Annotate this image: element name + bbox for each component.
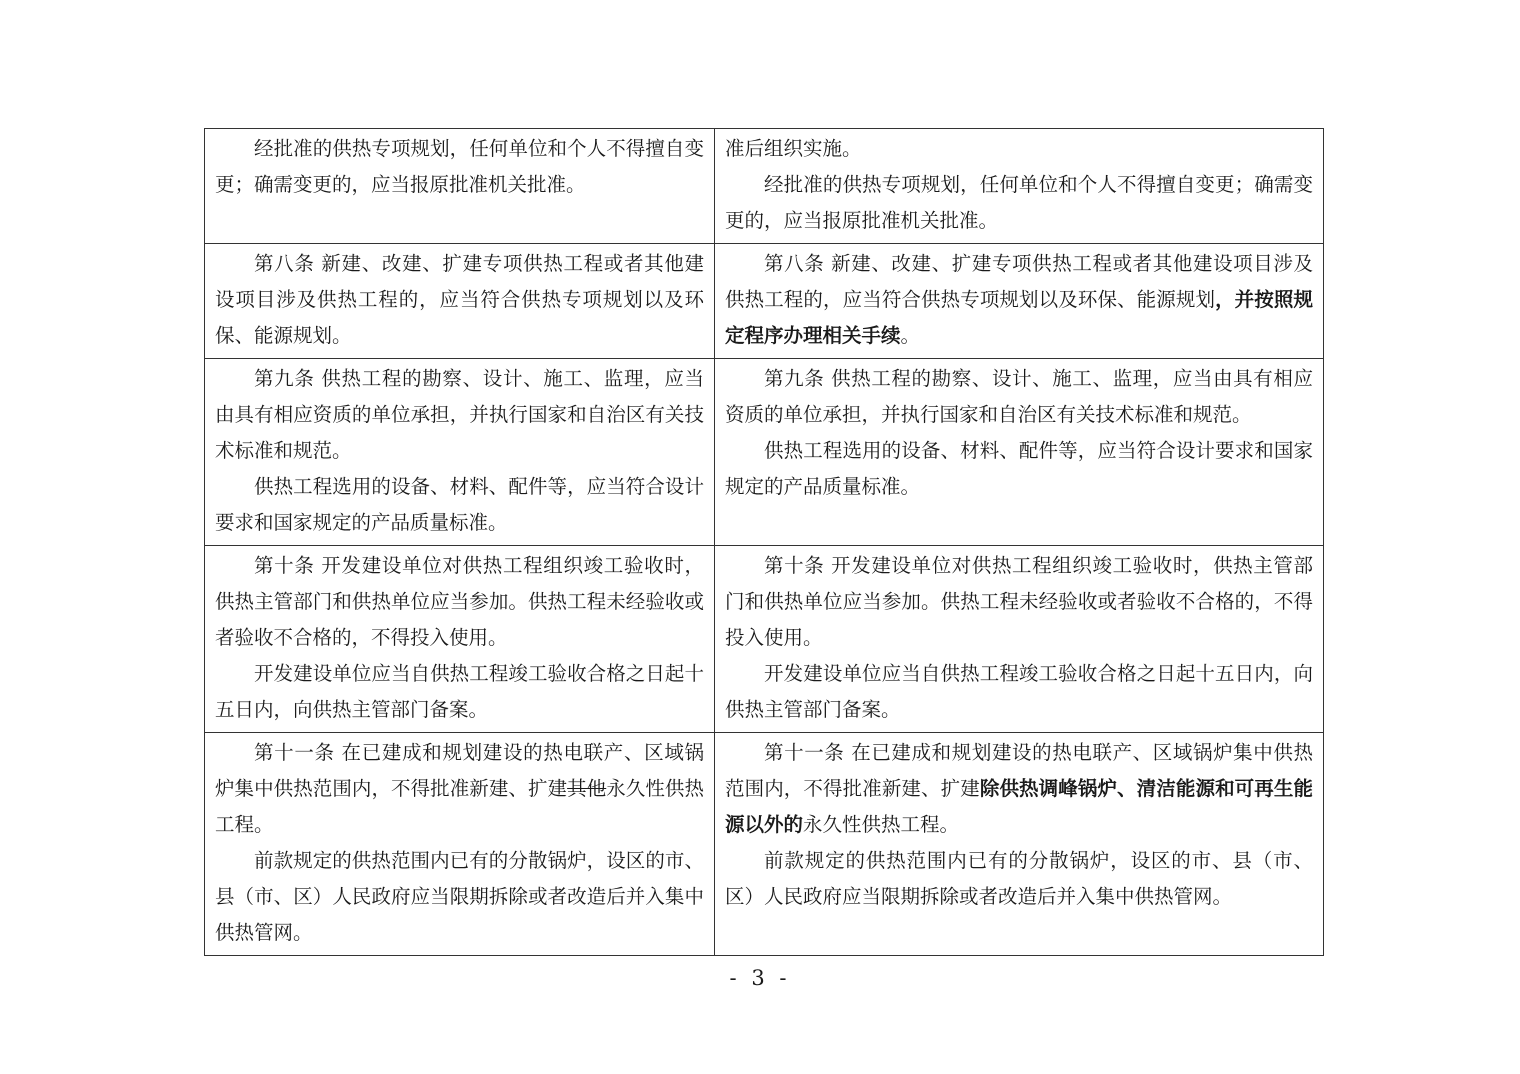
- paragraph: [725, 548, 1313, 656]
- paragraph: [215, 361, 704, 469]
- paragraph: [215, 246, 704, 354]
- text-segment: 第十一条 在已建成和规划建设的热电联产、区域锅炉集中供热范围内，不得批准新建、扩建: [725, 741, 1313, 800]
- text-segment: 第九条 供热工程的勘察、设计、施工、监理，应当由具有相应资质的单位承担，并执行国家和自治区有关技术标准和规范。: [725, 367, 1313, 426]
- paragraph: [725, 433, 1313, 505]
- original-text-cell: [205, 129, 715, 244]
- page-number: - 3 -: [729, 966, 791, 990]
- paragraph: [215, 469, 704, 541]
- paragraph: [725, 167, 1313, 239]
- text-segment: 准后组织实施。: [725, 137, 862, 160]
- revised-text-cell: [715, 359, 1324, 546]
- table-row: [205, 733, 1324, 956]
- text-segment: 第十条 开发建设单位对供热工程组织竣工验收时，供热主管部门和供热单位应当参加。供热工程未经验收或者验收不合格的，不得投入使用。: [725, 554, 1313, 649]
- paragraph: [725, 246, 1313, 354]
- revised-text-cell: [715, 129, 1324, 244]
- comparison-table-body: [205, 129, 1324, 956]
- text-segment: 第八条 新建、改建、扩建专项供热工程或者其他建设项目涉及供热工程的，应当符合供热专项规划以及环保、能源规划: [725, 252, 1313, 311]
- paragraph: [215, 656, 704, 728]
- table-row: [205, 546, 1324, 733]
- text-segment: 经批准的供热专项规划，任何单位和个人不得擅自变更；确需变更的，应当报原批准机关批准。: [725, 173, 1313, 232]
- paragraph: [725, 131, 1313, 167]
- original-text-cell: [205, 546, 715, 733]
- text-segment: 供热工程选用的设备、材料、配件等，应当符合设计要求和国家规定的产品质量标准。: [215, 475, 704, 534]
- table-row: [205, 244, 1324, 359]
- text-segment: 前款规定的供热范围内已有的分散锅炉，设区的市、县（市、区）人民政府应当限期拆除或者改造后并入集中供热管网。: [215, 849, 704, 944]
- paragraph: [725, 361, 1313, 433]
- paragraph: [215, 131, 704, 203]
- revised-text-cell: [715, 733, 1324, 956]
- table-row: [205, 129, 1324, 244]
- revised-text-cell: [715, 244, 1324, 359]
- added-text: 除供热调峰锅炉、清洁能源和可再生能源以外的: [725, 777, 1313, 836]
- paragraph: [215, 843, 704, 951]
- original-text-cell: [205, 733, 715, 956]
- original-text-cell: [205, 359, 715, 546]
- original-text-cell: [205, 244, 715, 359]
- text-segment: 开发建设单位应当自供热工程竣工验收合格之日起十五日内，向供热主管部门备案。: [215, 662, 704, 721]
- deleted-text: 其他: [567, 777, 607, 800]
- paragraph: [725, 843, 1313, 915]
- text-segment: 第十一条 在已建成和规划建设的热电联产、区域锅炉集中供热范围内，不得批准新建、扩建: [215, 741, 704, 800]
- text-segment: 永久性供热工程。: [803, 813, 960, 836]
- text-segment: 前款规定的供热范围内已有的分散锅炉，设区的市、县（市、区）人民政府应当限期拆除或者改造后并入集中供热管网。: [725, 849, 1313, 908]
- table-row: [205, 359, 1324, 546]
- paragraph: [215, 735, 704, 843]
- comparison-table: [204, 128, 1324, 956]
- paragraph: [215, 548, 704, 656]
- text-segment: 第九条 供热工程的勘察、设计、施工、监理，应当由具有相应资质的单位承担，并执行国家和自治区有关技术标准和规范。: [215, 367, 704, 462]
- text-segment: 永久性供热工程。: [215, 777, 704, 836]
- added-text: ，并按照规定程序办理相关手续: [725, 288, 1313, 347]
- text-segment: 第八条 新建、改建、扩建专项供热工程或者其他建设项目涉及供热工程的，应当符合供热专项规划以及环保、能源规划。: [215, 252, 704, 347]
- paragraph: [725, 656, 1313, 728]
- text-segment: 开发建设单位应当自供热工程竣工验收合格之日起十五日内，向供热主管部门备案。: [725, 662, 1313, 721]
- text-segment: 。: [900, 324, 921, 347]
- paragraph: [725, 735, 1313, 843]
- text-segment: 供热工程选用的设备、材料、配件等，应当符合设计要求和国家规定的产品质量标准。: [725, 439, 1313, 498]
- text-segment: 经批准的供热专项规划，任何单位和个人不得擅自变更；确需变更的，应当报原批准机关批准。: [215, 137, 704, 196]
- text-segment: 第十条 开发建设单位对供热工程组织竣工验收时，供热主管部门和供热单位应当参加。供热工程未经验收或者验收不合格的，不得投入使用。: [215, 554, 704, 649]
- revised-text-cell: [715, 546, 1324, 733]
